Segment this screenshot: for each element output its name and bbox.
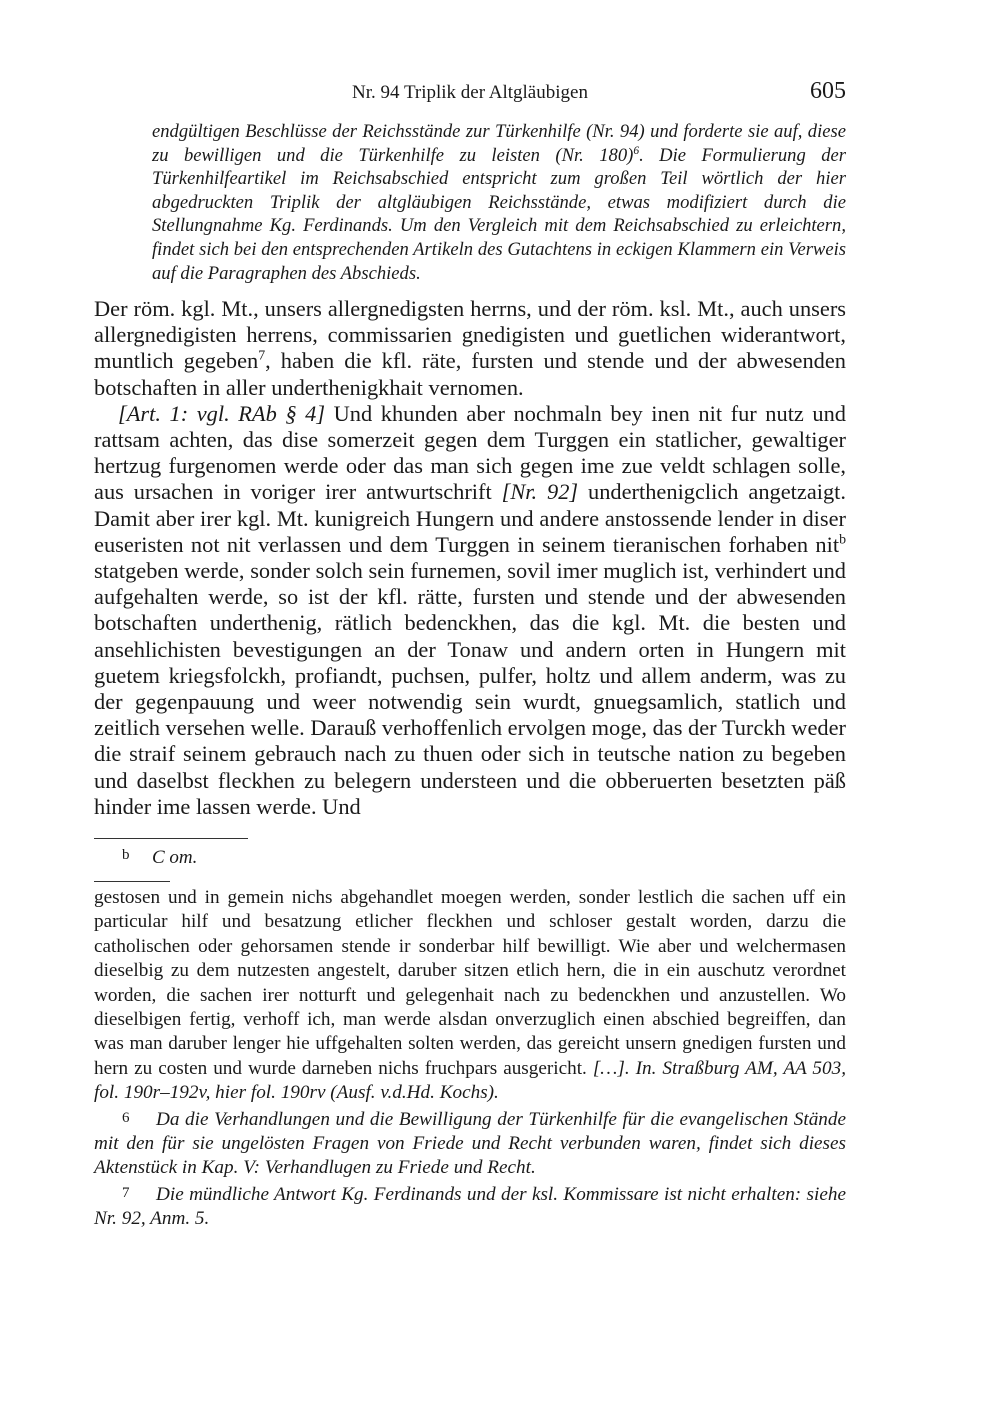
intro-paragraph: [152, 120, 846, 285]
footnote-ref-6[interactable]: 6: [633, 144, 640, 157]
main-p1-text-a: Der röm. kgl. Mt., unsers allergnedigsten herrns, und der röm. ksl. Mt., auch unsers allergnedigisten herrens, commissarien gnedigisten und guetlichen widerantwort, muntlich gegeben: [94, 296, 846, 374]
variant-note-text: C om.: [152, 847, 198, 868]
running-title: Nr. 94 Triplik der Altgläubigen: [352, 82, 588, 103]
main-p2-text-c: statgeben werde, sonder solch sein furnemen, sovil imer muglich ist, verhindert und aufgehalten werde, so ist der kfl. rätte, fursten und stende und der abwesenden botschaften underthenig, rätlich bedenckhen, das die kgl. Mt. die besten und ansehlichisten bevestigungen an der Tonaw und andern orten in Hungern mit guetem kriegsfolckh, profiandt, puchsen, pulfer, holtz und allem anderm, was zu der gegenpauung und weer notwendig sein wurdt, gnuegsamlich, statlich und zeitlich versehen welle. Darauß verhoffenlich ervolgen moge, das der Turckh weder die straif seinem gebrauch nach zu thuen oder sich in teutsche nation zu begeben und daselbst fleckhen zu belegern understeen und die obberuerten besetzten päß hinder ime lassen werde. Und: [94, 558, 846, 819]
variant-apparatus-divider: [94, 838, 248, 839]
footnote-divider: [94, 881, 170, 882]
footnote-continuation-text: gestosen und in gemein nichs abgehandlet moegen werden, sonder lestlich die sachen uff ein particular hilf und besatzung etlicher fleckhen und schloser gestalt worden, darzu die catholischen oder gehorsamen stende ir sonderbar hilf bewilligt. Wie aber und welchermasen dieselbig zu dem nutzesten angestelt, daruber sitzen etlich hern, die in ein auschutz verordnet worden, die sachen irer notturft und gelegenhait nach zu bedenckhen und anzustellen. Wo dieselbigen fertig, verhoff ich, man werde alsdan onverzuglich einen abschied begreiffen, dan was man daruber lenger hie uffgehalten solten werden, das gereicht unsern gnedigen fursten und hern zu costen und wurde darneben nichs fruchpars ausgericht.: [94, 887, 846, 1079]
variant-ref-b[interactable]: b: [839, 532, 846, 548]
footnote-ref-7[interactable]: 7: [258, 348, 266, 364]
footnote-7-text: Die mündliche Antwort Kg. Ferdinands und der ksl. Kommissare ist nicht erhalten: siehe Nr. 92, Anm. 5.: [94, 1183, 846, 1230]
variant-note-mark: b: [122, 847, 130, 863]
main-paragraph-1: [94, 296, 846, 401]
main-p2-text-b: underthenigclich angetzaigt. Damit aber irer kgl. Mt. kunigreich Hungern und andere anstossende lender in diser euseristen not nit verlassen und dem Turggen in seinem tieranischen forhaben nit: [94, 479, 846, 557]
footnote-7-number: 7: [122, 1184, 130, 1201]
document-reference: [Nr. 92]: [501, 479, 579, 505]
variant-note: [94, 844, 846, 869]
footnotes: [94, 886, 846, 1232]
intro-text-2: . Die Formulierung der Türkenhilfeartikel im Reichsabschied entspricht zum großen Teil wörtlich der hier abgedruckten Triplik der altgläubigen Reichsstände, etwas modifiziert durch die Stellungnahme Kg. Ferdinands. Um den Vergleich mit dem Reichsabschied zu erleichtern, findet sich bei den entsprechenden Artikeln des Gutachtens in eckigen Klammern ein Verweis auf die Paragraphen des Abschieds.: [152, 144, 846, 284]
footnote-source-citation: […]. In. Straßburg AM, AA 503, fol. 190r–192v, hier fol. 190rv (Ausf. v.d.Hd. Kochs).: [94, 1057, 846, 1104]
footnote-6-text: Da die Verhandlungen und die Bewilligung der Türkenhilfe für die evangelischen Stände mit den für sie ungelösten Fragen von Friede und Recht verbunden waren, findet sich dieses Aktenstück in Kap. V: Verhandlugen zu Friede und Recht.: [94, 1108, 846, 1179]
footnote-continuation: [94, 886, 846, 1106]
article-reference: [Art. 1: vgl. RAb § 4]: [118, 400, 326, 426]
page-number: 605: [810, 78, 846, 104]
footnote-7: [94, 1181, 846, 1232]
main-paragraph-2: [94, 401, 846, 820]
intro-text-1: endgültigen Beschlüsse der Reichsstände zur Türkenhilfe (Nr. 94) und forderte sie auf, diese zu bewilligen und die Türkenhilfe zu leisten (Nr. 180): [152, 121, 846, 166]
main-p1-text-b: , haben die kfl. räte, fursten und stende und der abwesenden botschaften in aller underthenigkhait vernomen.: [94, 348, 846, 400]
page-header: [94, 78, 846, 108]
main-p2-text-a: Und khunden aber nochmaln bey inen nit fur nutz und rattsam achten, das dise somerzeit gegen dem Turggen ein statlicher, gewaltiger hertzug furgenomen werde oder das man sich gegen ime zue veldt schlagen solle, aus ursachen in voriger irer antwurtschrift: [94, 400, 847, 505]
main-text: [94, 296, 846, 820]
footnote-6: [94, 1106, 846, 1181]
footnote-6-number: 6: [122, 1109, 130, 1126]
